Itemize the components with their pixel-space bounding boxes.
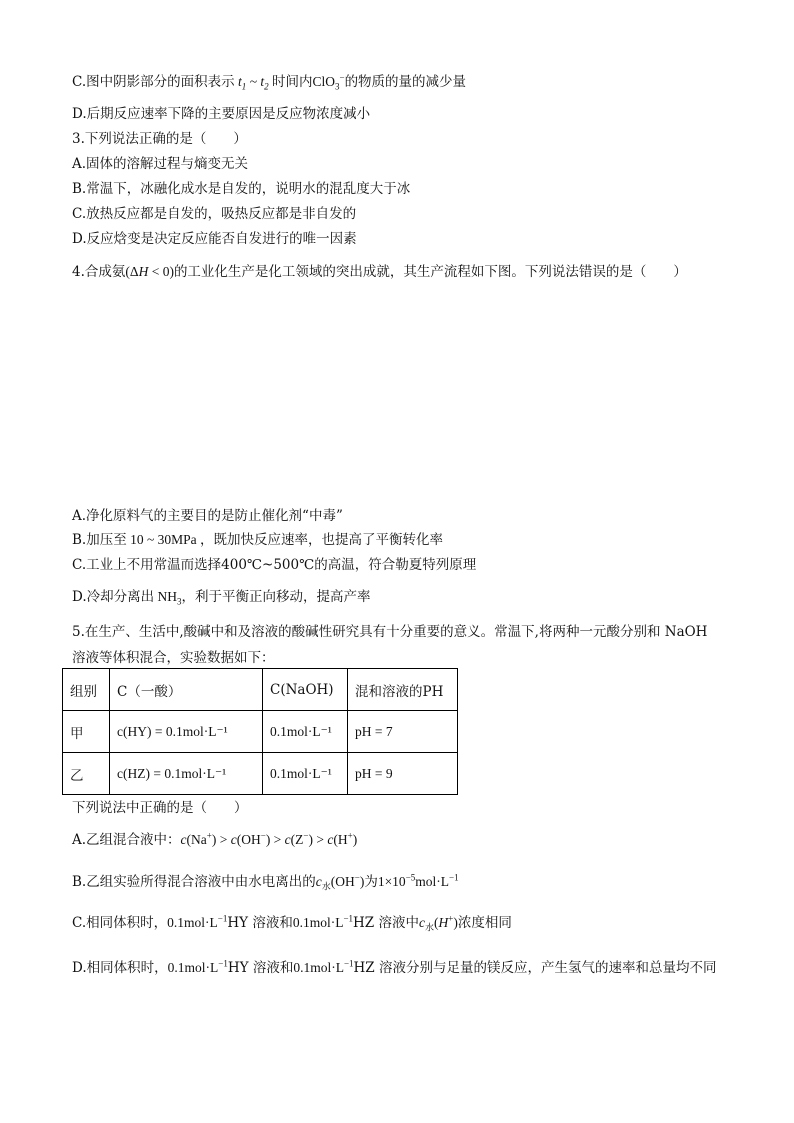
header-group: 组别 (63, 669, 110, 711)
cell-ph: pH = 9 (348, 753, 458, 795)
q3-option-b: B.常温下，冰融化成水是自发的，说明水的混乱度大于冰 (72, 181, 411, 197)
header-naoh: C(NaOH) (263, 669, 348, 711)
q5-option-b: B.乙组实验所得混合溶液中由水电离出的$c_水(OH^-)$为$1\times 10^{-5}mol\cdot L^{-1}$ (72, 872, 459, 892)
cell-acid: c(HZ) = 0.1mol·L⁻¹ (110, 753, 263, 795)
q4-option-a: A.净化原料气的主要目的是防止催化剂“中毒” (72, 508, 343, 524)
q5-stem: 5.在生产、生活中,酸碱中和及溶液的酸碱性研究具有十分重要的意义。常温下,将两种一元酸分别和 NaOH 溶液等体积混合，实验数据如下： (72, 624, 708, 666)
q3-stem: 3.下列说法正确的是（ ） (72, 131, 247, 147)
table-header-row (63, 669, 458, 711)
q5-option-c: C.相同体积时，$0.1mol\cdot L^{-1}HY$ 溶液和$0.1mol\cdot L^{-1}HZ$ 溶液中$c_水(H^+)$浓度相同 (72, 913, 512, 933)
q2-option-d: D.后期反应速率下降的主要原因是反应物浓度减小 (72, 106, 371, 122)
q3-option-a: A.固体的溶解过程与熵变无关 (72, 156, 249, 172)
q3-option-c: C.放热反应都是自发的，吸热反应都是非自发的 (72, 206, 357, 222)
q3-option-d: D.反应焓变是决定反应能否自发进行的唯一因素 (72, 231, 357, 247)
table-row (63, 753, 458, 795)
header-acid: C（一酸） (110, 669, 263, 711)
cell-ph: pH = 7 (348, 711, 458, 753)
header-ph: 混和溶液的PH (348, 669, 458, 711)
cell-naoh: 0.1mol·L⁻¹ (263, 711, 348, 753)
cell-naoh: 0.1mol·L⁻¹ (263, 753, 348, 795)
q5-option-d: D.相同体积时，$0.1mol\cdot L^{-1}HY$ 溶液和$0.1mol\cdot L^{-1}HZ$ 溶液分别与足量的镁反应，产生氢气的速率和总量均不同 (72, 958, 717, 976)
q4-stem: 4.合成氨(ΔH < 0)的工业化生产是化工领域的突出成就，其生产流程如下图。下列说法错误的是（ ） (72, 264, 687, 280)
q5-prompt: 下列说法中正确的是（ ） (72, 800, 248, 816)
cell-acid: c(HY) = 0.1mol·L⁻¹ (110, 711, 263, 753)
q4-option-b: B.加压至 10 ~ 30MPa ，既加快反应速率，也提高了平衡转化率 (72, 532, 444, 548)
cell-group: 乙 (63, 753, 110, 795)
experiment-table (62, 668, 458, 795)
table-row (63, 711, 458, 753)
q4-option-d: D.冷却分离出 $NH_3$，利于平衡正向移动，提高产率 (72, 589, 371, 607)
q5-option-a: A.乙组混合液中：c(Na+) > c(OH−) > c(Z−) > c(H+) (72, 830, 358, 848)
cell-group: 甲 (63, 711, 110, 753)
q4-option-c: C.工业上不用常温而选择400℃~500℃的高温，符合勒夏特列原理 (72, 557, 477, 573)
q2-option-c: C.图中阴影部分的面积表示 $t_1$ ~ $t_2$ 时间内ClO$_3$−的物质的量的减少量 (72, 72, 467, 92)
flow-diagram-placeholder (72, 295, 724, 495)
